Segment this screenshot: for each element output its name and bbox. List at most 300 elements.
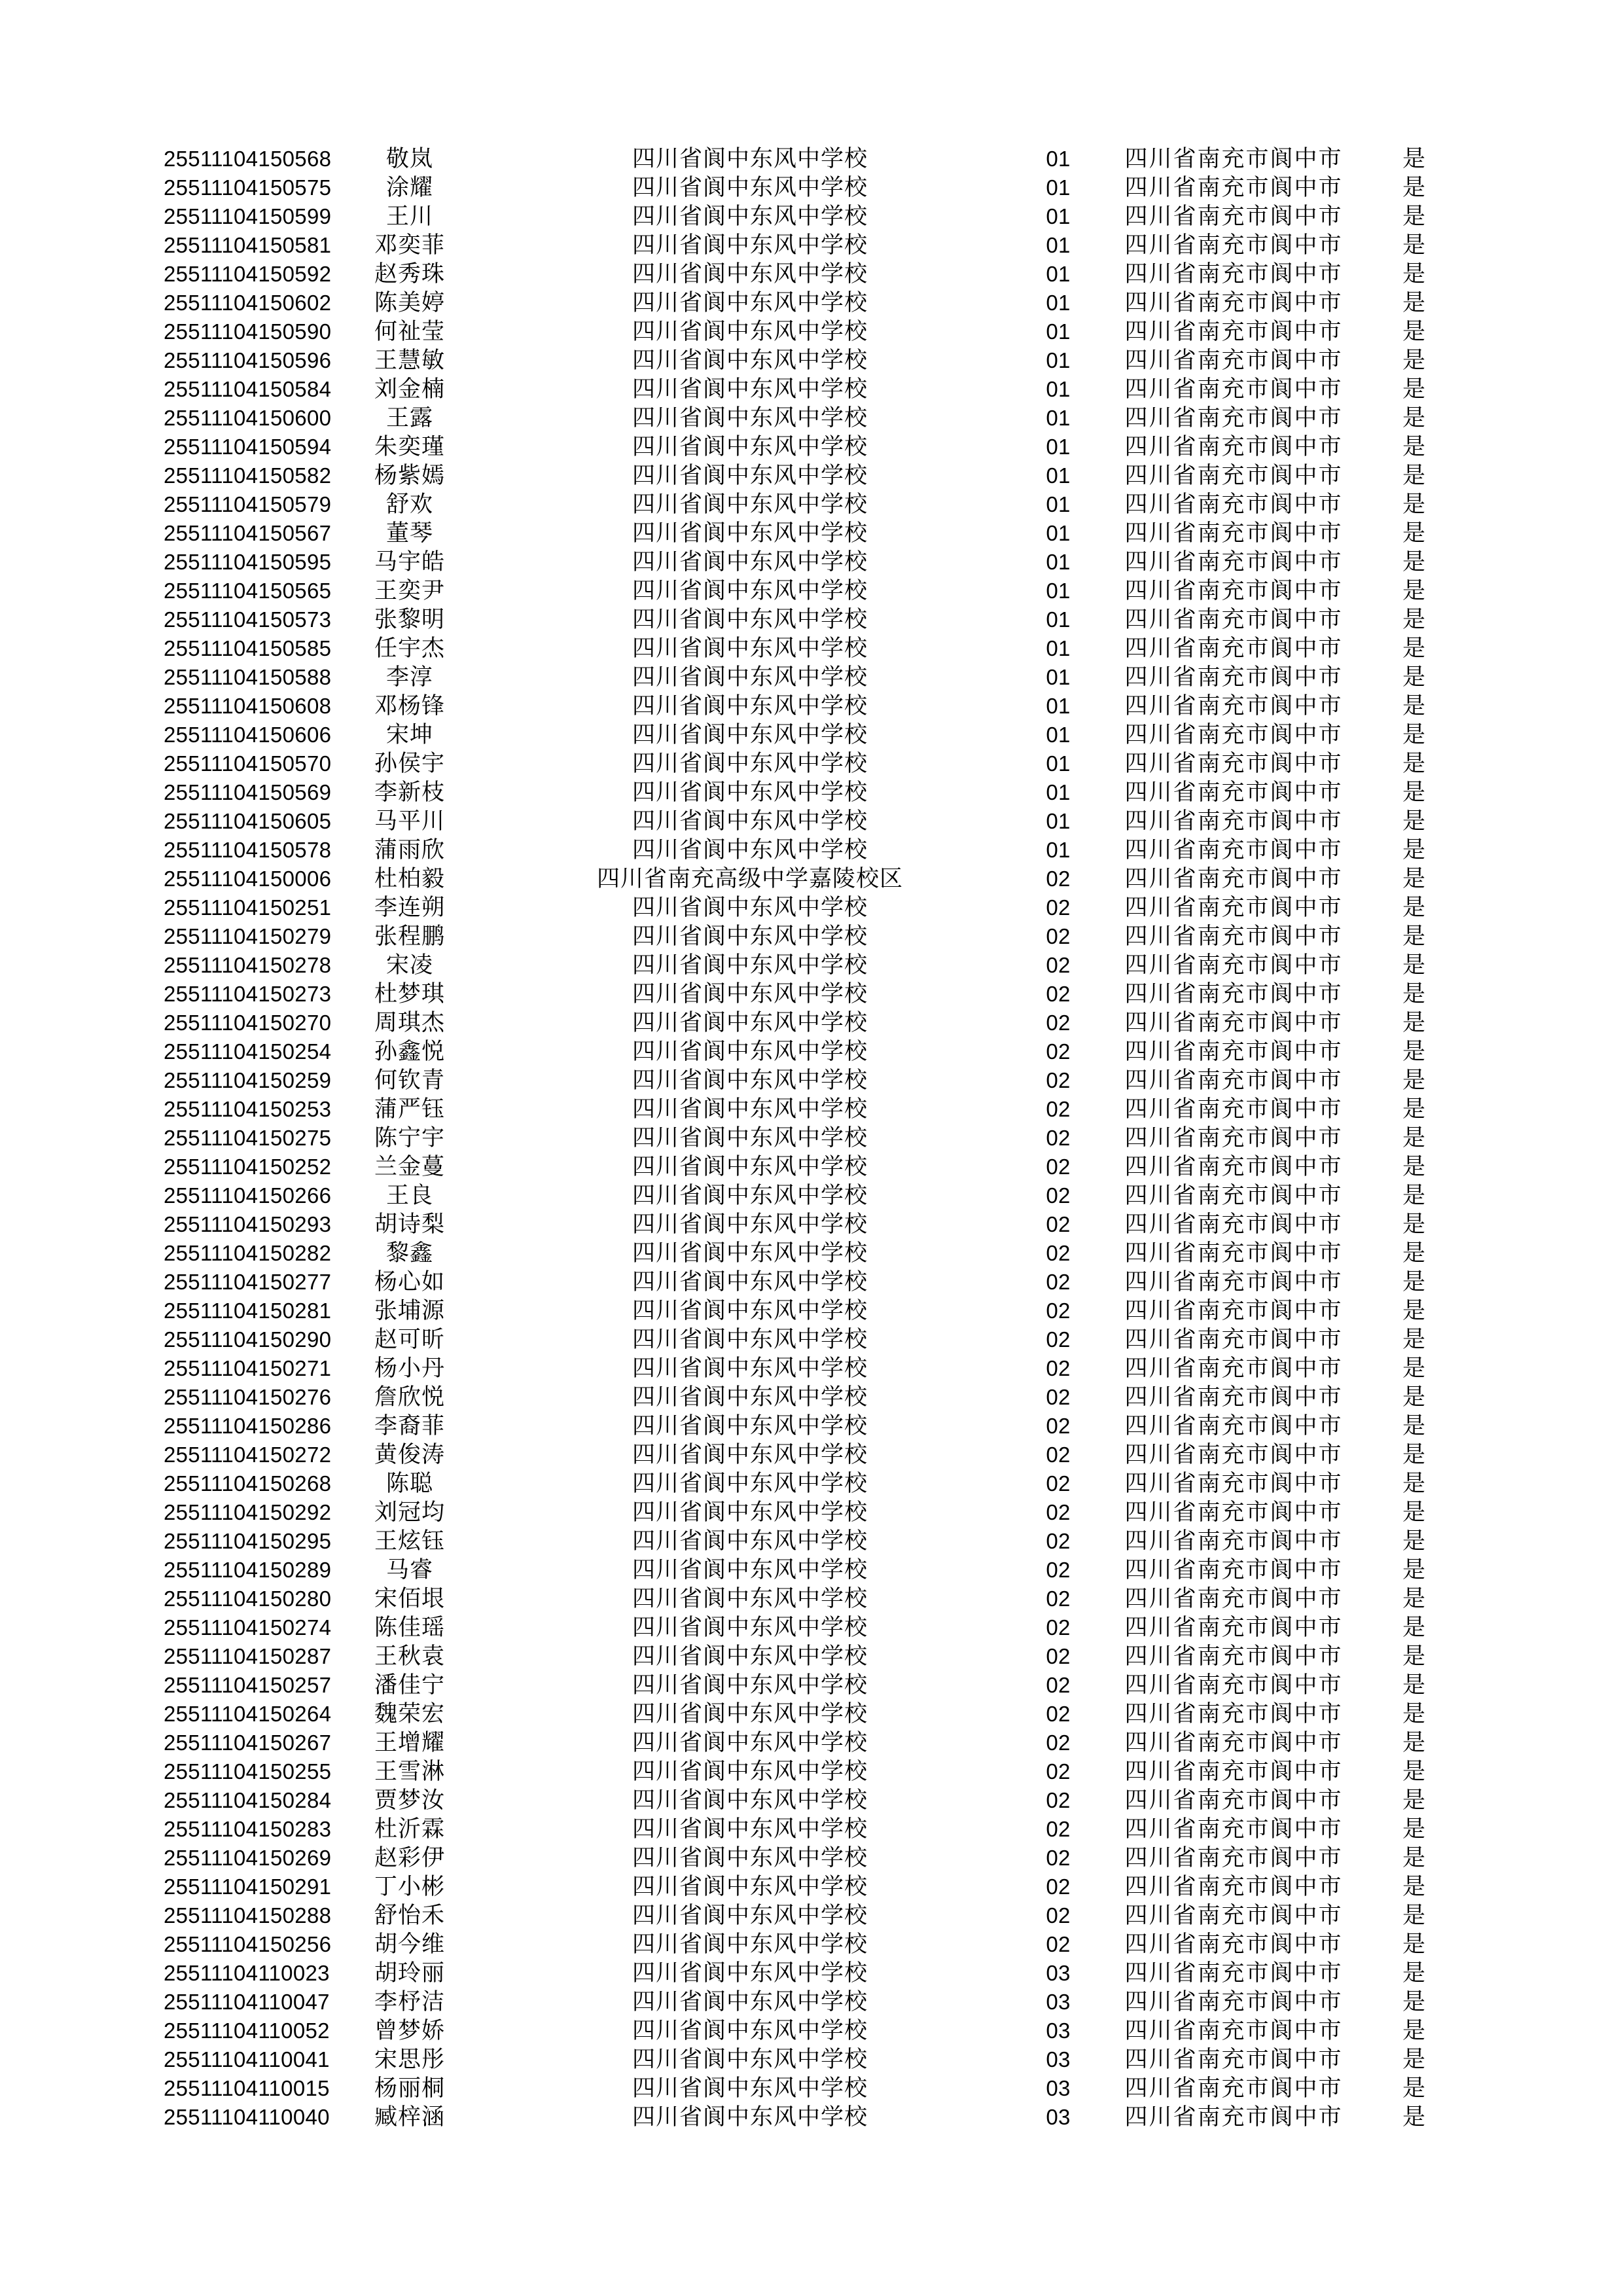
exam-id: 25511104150264: [164, 1702, 332, 1726]
student-row: [0, 1815, 1623, 1844]
class-number: 02: [1046, 1558, 1071, 1582]
exam-id: 25511104110047: [164, 1990, 330, 2014]
exam-id: 25511104150253: [164, 1097, 332, 1121]
city-name: 四川省南充市阆中市: [1124, 1816, 1343, 1842]
exam-id: 25511104150590: [164, 319, 332, 344]
student-name: 周琪杰: [374, 1010, 446, 1035]
confirm-flag: 是: [1402, 549, 1427, 575]
confirm-flag: 是: [1402, 1672, 1427, 1698]
student-name: 邓奕菲: [374, 232, 446, 258]
student-name: 魏荣宏: [374, 1701, 446, 1727]
city-name: 四川省南充市阆中市: [1124, 1039, 1343, 1064]
city-name: 四川省南充市阆中市: [1124, 1960, 1343, 1986]
class-number: 02: [1046, 1443, 1071, 1467]
confirm-flag: 是: [1402, 1960, 1427, 1986]
class-number: 01: [1046, 204, 1071, 228]
student-row: [0, 634, 1623, 663]
student-row: [0, 893, 1623, 922]
confirm-flag: 是: [1402, 1471, 1427, 1496]
student-row: [0, 1066, 1623, 1095]
city-name: 四川省南充市阆中市: [1124, 808, 1343, 834]
student-name: 刘冠均: [374, 1499, 446, 1525]
city-name: 四川省南充市阆中市: [1124, 434, 1343, 459]
confirm-flag: 是: [1402, 1010, 1427, 1035]
student-name: 赵可昕: [374, 1327, 446, 1352]
student-row: [0, 260, 1623, 289]
exam-id: 25511104150582: [164, 463, 332, 488]
confirm-flag: 是: [1402, 1413, 1427, 1439]
exam-id: 25511104150575: [164, 175, 332, 200]
school-name: 四川省阆中东风中学校: [632, 2104, 868, 2130]
class-number: 02: [1046, 1356, 1071, 1380]
city-name: 四川省南充市阆中市: [1124, 1874, 1343, 1899]
exam-id: 25511104150272: [164, 1443, 332, 1467]
exam-id: 25511104150266: [164, 1183, 332, 1208]
class-number: 02: [1046, 1759, 1071, 1784]
confirm-flag: 是: [1402, 463, 1427, 488]
city-name: 四川省南充市阆中市: [1124, 1730, 1343, 1755]
confirm-flag: 是: [1402, 232, 1427, 258]
school-name: 四川省阆中东风中学校: [632, 1355, 868, 1381]
class-number: 01: [1046, 262, 1071, 286]
student-name: 董琴: [385, 520, 434, 546]
city-name: 四川省南充市阆中市: [1124, 2018, 1343, 2043]
student-row: [0, 807, 1623, 836]
confirm-flag: 是: [1402, 319, 1427, 344]
student-name: 胡玲丽: [374, 1960, 446, 1986]
school-name: 四川省阆中东风中学校: [632, 1384, 868, 1410]
school-name: 四川省阆中东风中学校: [632, 1672, 868, 1698]
class-number: 01: [1046, 694, 1071, 718]
exam-id: 25511104150608: [164, 694, 332, 718]
city-name: 四川省南充市阆中市: [1124, 1586, 1343, 1611]
class-number: 03: [1046, 1990, 1071, 2014]
student-name: 陈聪: [385, 1471, 434, 1496]
student-row: [0, 2074, 1623, 2103]
school-name: 四川省阆中东风中学校: [632, 319, 868, 344]
student-name: 杨心如: [374, 1269, 446, 1295]
confirm-flag: 是: [1402, 1269, 1427, 1295]
student-row: [0, 1153, 1623, 1181]
school-name: 四川省阆中东风中学校: [632, 722, 868, 747]
confirm-flag: 是: [1402, 1327, 1427, 1352]
school-name: 四川省阆中东风中学校: [632, 751, 868, 776]
confirm-flag: 是: [1402, 1240, 1427, 1266]
student-name: 孙鑫悦: [374, 1039, 446, 1064]
school-name: 四川省阆中东风中学校: [632, 1643, 868, 1669]
city-name: 四川省南充市阆中市: [1124, 1240, 1343, 1266]
exam-id: 25511104150269: [164, 1846, 332, 1870]
exam-id: 25511104150293: [164, 1212, 332, 1236]
exam-id: 25511104150273: [164, 982, 332, 1006]
confirm-flag: 是: [1402, 1096, 1427, 1122]
student-name: 宋坤: [385, 722, 434, 747]
student-name: 宋佰垠: [374, 1586, 446, 1611]
school-name: 四川省阆中东风中学校: [632, 348, 868, 373]
class-number: 02: [1046, 1529, 1071, 1553]
school-name: 四川省阆中东风中学校: [632, 1903, 868, 1928]
class-number: 02: [1046, 895, 1071, 920]
student-name: 李裔菲: [374, 1413, 446, 1439]
school-name: 四川省阆中东风中学校: [632, 1989, 868, 2015]
school-name: 四川省阆中东风中学校: [632, 1528, 868, 1554]
student-row: [0, 1037, 1623, 1066]
student-row: [0, 865, 1623, 893]
school-name: 四川省阆中东风中学校: [632, 204, 868, 229]
confirm-flag: 是: [1402, 981, 1427, 1007]
exam-id: 25511104150255: [164, 1759, 332, 1784]
confirm-flag: 是: [1402, 578, 1427, 603]
student-name: 张埔源: [374, 1298, 446, 1323]
student-row: [0, 1959, 1623, 1988]
exam-id: 25511104150254: [164, 1039, 332, 1064]
school-name: 四川省阆中东风中学校: [632, 2075, 868, 2101]
confirm-flag: 是: [1402, 1039, 1427, 1064]
exam-id: 25511104150573: [164, 607, 332, 632]
confirm-flag: 是: [1402, 405, 1427, 431]
class-number: 01: [1046, 435, 1071, 459]
school-name: 四川省阆中东风中学校: [632, 808, 868, 834]
confirm-flag: 是: [1402, 866, 1427, 891]
city-name: 四川省南充市阆中市: [1124, 1067, 1343, 1093]
exam-id: 25511104150295: [164, 1529, 332, 1553]
confirm-flag: 是: [1402, 924, 1427, 949]
school-name: 四川省阆中东风中学校: [632, 492, 868, 517]
city-name: 四川省南充市阆中市: [1124, 1903, 1343, 1928]
student-name: 王奕尹: [374, 578, 446, 603]
student-name: 丁小彬: [374, 1874, 446, 1899]
student-row: [0, 1210, 1623, 1239]
class-number: 02: [1046, 982, 1071, 1006]
exam-id: 25511104150287: [164, 1644, 332, 1668]
student-row: [0, 490, 1623, 519]
student-name: 朱奕瑾: [374, 434, 446, 459]
class-number: 01: [1046, 319, 1071, 344]
class-number: 02: [1046, 1327, 1071, 1352]
exam-id: 25511104150581: [164, 233, 332, 257]
exam-id: 25511104150599: [164, 204, 332, 228]
school-name: 四川省阆中东风中学校: [632, 1759, 868, 1784]
class-number: 02: [1046, 1903, 1071, 1928]
class-number: 02: [1046, 1241, 1071, 1265]
student-row: [0, 433, 1623, 461]
exam-id: 25511104150600: [164, 406, 332, 430]
student-name: 宋凌: [385, 952, 434, 978]
confirm-flag: 是: [1402, 146, 1427, 171]
city-name: 四川省南充市阆中市: [1124, 1759, 1343, 1784]
exam-id: 25511104150290: [164, 1327, 332, 1352]
confirm-flag: 是: [1402, 1154, 1427, 1179]
city-name: 四川省南充市阆中市: [1124, 1931, 1343, 1957]
student-row: [0, 1642, 1623, 1671]
student-row: [0, 202, 1623, 231]
exam-id: 25511104150585: [164, 636, 332, 660]
confirm-flag: 是: [1402, 376, 1427, 402]
city-name: 四川省南充市阆中市: [1124, 664, 1343, 690]
student-row: [0, 1412, 1623, 1441]
student-name: 黄俊涛: [374, 1442, 446, 1467]
exam-id: 25511104150291: [164, 1874, 332, 1899]
confirm-flag: 是: [1402, 1125, 1427, 1151]
class-number: 02: [1046, 1270, 1071, 1294]
confirm-flag: 是: [1402, 261, 1427, 287]
class-number: 01: [1046, 809, 1071, 833]
city-name: 四川省南充市阆中市: [1124, 1528, 1343, 1554]
school-name: 四川省阆中东风中学校: [632, 1154, 868, 1179]
class-number: 01: [1046, 665, 1071, 689]
city-name: 四川省南充市阆中市: [1124, 866, 1343, 891]
class-number: 02: [1046, 1039, 1071, 1064]
confirm-flag: 是: [1402, 434, 1427, 459]
student-name: 舒欢: [385, 492, 434, 517]
school-name: 四川省阆中东风中学校: [632, 1701, 868, 1727]
exam-id: 25511104150276: [164, 1385, 332, 1409]
confirm-flag: 是: [1402, 1298, 1427, 1323]
school-name: 四川省阆中东风中学校: [632, 1125, 868, 1151]
student-row: [0, 461, 1623, 490]
city-name: 四川省南充市阆中市: [1124, 1557, 1343, 1583]
school-name: 四川省阆中东风中学校: [632, 664, 868, 690]
school-name: 四川省阆中东风中学校: [632, 1240, 868, 1266]
confirm-flag: 是: [1402, 1931, 1427, 1957]
student-name: 舒怡禾: [374, 1903, 446, 1928]
exam-id: 25511104110040: [164, 2105, 330, 2129]
exam-id: 25511104150256: [164, 1932, 332, 1956]
student-name: 蒲严钰: [374, 1096, 446, 1122]
student-name: 兰金蔓: [374, 1154, 446, 1179]
class-number: 01: [1046, 377, 1071, 401]
exam-id: 25511104150605: [164, 809, 332, 833]
student-row: [0, 1009, 1623, 1037]
school-name: 四川省阆中东风中学校: [632, 1499, 868, 1525]
city-name: 四川省南充市阆中市: [1124, 376, 1343, 402]
class-number: 01: [1046, 579, 1071, 603]
student-name: 蒲雨欣: [374, 837, 446, 863]
school-name: 四川省阆中东风中学校: [632, 1067, 868, 1093]
exam-id: 25511104150288: [164, 1903, 332, 1928]
exam-id: 25511104150252: [164, 1155, 332, 1179]
student-name: 任宇杰: [374, 636, 446, 661]
exam-id: 25511104150267: [164, 1731, 332, 1755]
confirm-flag: 是: [1402, 1730, 1427, 1755]
class-number: 02: [1046, 1183, 1071, 1208]
class-number: 01: [1046, 291, 1071, 315]
city-name: 四川省南充市阆中市: [1124, 895, 1343, 920]
confirm-flag: 是: [1402, 751, 1427, 776]
city-name: 四川省南充市阆中市: [1124, 1787, 1343, 1813]
school-name: 四川省阆中东风中学校: [632, 175, 868, 200]
class-number: 01: [1046, 607, 1071, 632]
exam-id: 25511104150274: [164, 1615, 332, 1640]
city-name: 四川省南充市阆中市: [1124, 1384, 1343, 1410]
student-name: 刘金楠: [374, 376, 446, 402]
confirm-flag: 是: [1402, 1787, 1427, 1813]
student-name: 王川: [385, 204, 434, 229]
student-name: 王良: [385, 1183, 434, 1208]
student-row: [0, 980, 1623, 1009]
class-number: 02: [1046, 1097, 1071, 1121]
exam-id: 25511104150289: [164, 1558, 332, 1582]
class-number: 01: [1046, 147, 1071, 171]
city-name: 四川省南充市阆中市: [1124, 1471, 1343, 1496]
city-name: 四川省南充市阆中市: [1124, 1499, 1343, 1525]
student-name: 陈宁宇: [374, 1125, 446, 1151]
student-row: [0, 836, 1623, 865]
school-name: 四川省阆中东风中学校: [632, 780, 868, 805]
exam-id: 25511104150259: [164, 1068, 332, 1092]
student-row: [0, 1671, 1623, 1700]
exam-id: 25511104150594: [164, 435, 332, 459]
confirm-flag: 是: [1402, 1557, 1427, 1583]
class-number: 01: [1046, 348, 1071, 372]
confirm-flag: 是: [1402, 1759, 1427, 1784]
class-number: 01: [1046, 636, 1071, 660]
city-name: 四川省南充市阆中市: [1124, 492, 1343, 517]
city-name: 四川省南充市阆中市: [1124, 578, 1343, 603]
confirm-flag: 是: [1402, 2104, 1427, 2130]
student-name: 张程鹏: [374, 924, 446, 949]
city-name: 四川省南充市阆中市: [1124, 1298, 1343, 1323]
city-name: 四川省南充市阆中市: [1124, 924, 1343, 949]
class-number: 02: [1046, 1385, 1071, 1409]
confirm-flag: 是: [1402, 1183, 1427, 1208]
student-name: 王露: [385, 405, 434, 431]
student-name: 李新枝: [374, 780, 446, 805]
student-row: [0, 1268, 1623, 1297]
student-row: [0, 1383, 1623, 1412]
exam-id: 25511104150578: [164, 838, 332, 862]
exam-id: 25511104150251: [164, 895, 332, 920]
class-number: 01: [1046, 723, 1071, 747]
city-name: 四川省南充市阆中市: [1124, 1355, 1343, 1381]
student-name: 何钦青: [374, 1067, 446, 1093]
confirm-flag: 是: [1402, 1615, 1427, 1640]
city-name: 四川省南充市阆中市: [1124, 319, 1343, 344]
student-row: [0, 1873, 1623, 1901]
school-name: 四川省阆中东风中学校: [632, 636, 868, 661]
confirm-flag: 是: [1402, 348, 1427, 373]
school-name: 四川省阆中东风中学校: [632, 1730, 868, 1755]
student-row: [0, 605, 1623, 634]
city-name: 四川省南充市阆中市: [1124, 204, 1343, 229]
city-name: 四川省南充市阆中市: [1124, 1413, 1343, 1439]
city-name: 四川省南充市阆中市: [1124, 232, 1343, 258]
school-name: 四川省阆中东风中学校: [632, 1960, 868, 1986]
city-name: 四川省南充市阆中市: [1124, 1096, 1343, 1122]
school-name: 四川省阆中东风中学校: [632, 1211, 868, 1237]
class-number: 01: [1046, 751, 1071, 776]
confirm-flag: 是: [1402, 693, 1427, 719]
exam-id: 25511104150268: [164, 1471, 332, 1496]
student-row: [0, 778, 1623, 807]
student-row: [0, 1757, 1623, 1786]
student-name: 胡今维: [374, 1931, 446, 1957]
confirm-flag: 是: [1402, 1384, 1427, 1410]
student-name: 杨小丹: [374, 1355, 446, 1381]
confirm-flag: 是: [1402, 952, 1427, 978]
city-name: 四川省南充市阆中市: [1124, 1442, 1343, 1467]
city-name: 四川省南充市阆中市: [1124, 348, 1343, 373]
city-name: 四川省南充市阆中市: [1124, 1183, 1343, 1208]
student-row: [0, 1901, 1623, 1930]
student-row: [0, 692, 1623, 721]
student-name: 贾梦汝: [374, 1787, 446, 1813]
exam-id: 25511104150281: [164, 1299, 332, 1323]
student-name: 王增耀: [374, 1730, 446, 1755]
school-name: 四川省阆中东风中学校: [632, 1471, 868, 1496]
class-number: 01: [1046, 838, 1071, 862]
student-row: [0, 1095, 1623, 1124]
student-row: [0, 519, 1623, 548]
student-row: [0, 317, 1623, 346]
city-name: 四川省南充市阆中市: [1124, 1211, 1343, 1237]
school-name: 四川省阆中东风中学校: [632, 1442, 868, 1467]
exam-id: 25511104110023: [164, 1961, 330, 1985]
student-row: [0, 145, 1623, 173]
class-number: 02: [1046, 1068, 1071, 1092]
exam-id: 25511104150278: [164, 953, 332, 977]
confirm-flag: 是: [1402, 2075, 1427, 2101]
school-name: 四川省阆中东风中学校: [632, 146, 868, 171]
student-row: [0, 375, 1623, 404]
student-name: 邓杨锋: [374, 693, 446, 719]
student-row: [0, 1786, 1623, 1815]
confirm-flag: 是: [1402, 1586, 1427, 1611]
city-name: 四川省南充市阆中市: [1124, 2047, 1343, 2072]
exam-id: 25511104150595: [164, 550, 332, 574]
student-name: 曾梦娇: [374, 2018, 446, 2043]
city-name: 四川省南充市阆中市: [1124, 837, 1343, 863]
student-row: [0, 663, 1623, 692]
city-name: 四川省南充市阆中市: [1124, 751, 1343, 776]
class-number: 02: [1046, 924, 1071, 948]
confirm-flag: 是: [1402, 780, 1427, 805]
class-number: 02: [1046, 1846, 1071, 1870]
student-row: [0, 1498, 1623, 1527]
exam-id: 25511104150280: [164, 1587, 332, 1611]
school-name: 四川省阆中东风中学校: [632, 1298, 868, 1323]
exam-id: 25511104150592: [164, 262, 332, 286]
exam-id: 25511104150606: [164, 723, 332, 747]
student-name: 臧梓涵: [374, 2104, 446, 2130]
student-name: 马睿: [385, 1557, 434, 1583]
city-name: 四川省南充市阆中市: [1124, 146, 1343, 171]
school-name: 四川省阆中东风中学校: [632, 376, 868, 402]
city-name: 四川省南充市阆中市: [1124, 1989, 1343, 2015]
confirm-flag: 是: [1402, 722, 1427, 747]
exam-id: 25511104150588: [164, 665, 332, 689]
city-name: 四川省南充市阆中市: [1124, 1125, 1343, 1151]
student-row: [0, 1239, 1623, 1268]
confirm-flag: 是: [1402, 492, 1427, 517]
city-name: 四川省南充市阆中市: [1124, 981, 1343, 1007]
student-row: [0, 404, 1623, 433]
student-name: 王炫钰: [374, 1528, 446, 1554]
confirm-flag: 是: [1402, 290, 1427, 315]
confirm-flag: 是: [1402, 1903, 1427, 1928]
exam-id: 25511104150286: [164, 1414, 332, 1438]
class-number: 03: [1046, 2018, 1071, 2043]
exam-id: 25511104150279: [164, 924, 332, 948]
student-row: [0, 1844, 1623, 1873]
class-number: 02: [1046, 1414, 1071, 1438]
city-name: 四川省南充市阆中市: [1124, 405, 1343, 431]
confirm-flag: 是: [1402, 2018, 1427, 2043]
student-row: [0, 922, 1623, 951]
exam-id: 25511104150567: [164, 521, 332, 545]
student-name: 陈美婷: [374, 290, 446, 315]
school-name: 四川省阆中东风中学校: [632, 981, 868, 1007]
